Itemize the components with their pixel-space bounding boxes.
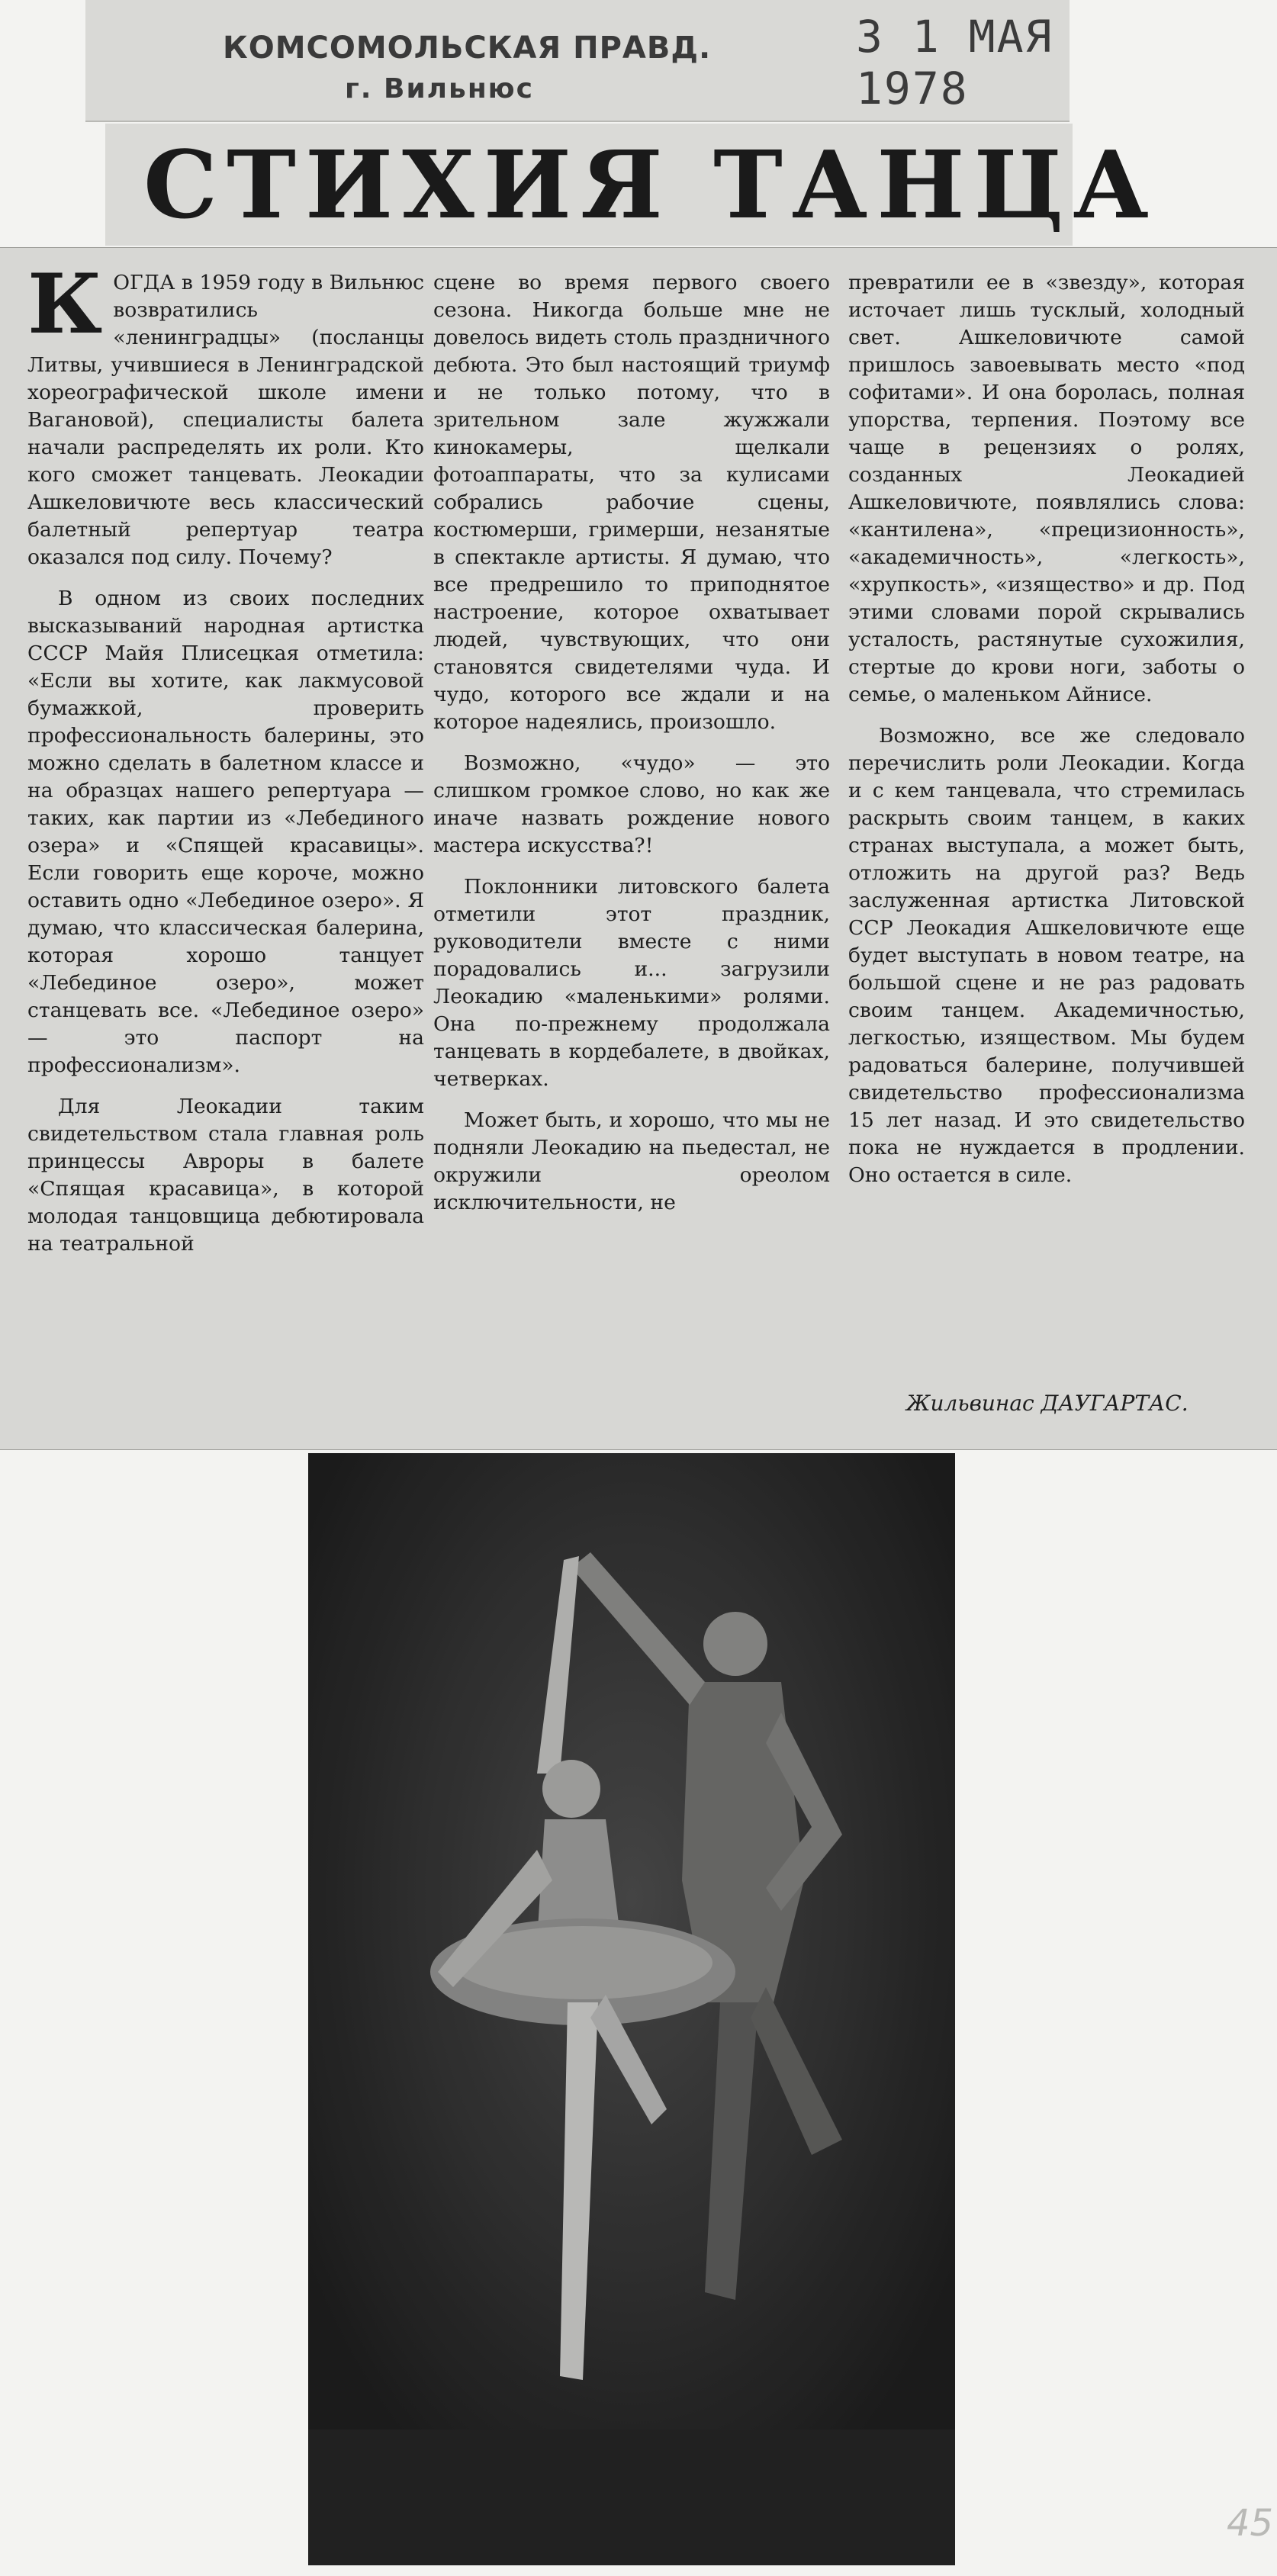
article-column-2 (433, 269, 830, 1217)
newspaper-name: КОМСОМОЛЬСКАЯ ПРАВД. (223, 31, 712, 66)
drop-cap: К (27, 256, 103, 352)
paragraph: Возможно, все же следовало перечислить роли Леокадии. Когда и с кем танцевала, что стремилась раскрыть своим танцем, в каких странах выступала, а может быть, отложить на другой раз? Ведь заслуженная артистка Литовской ССР Леокадия Ашкеловичюте еще будет выступать в новом театре, на большой сцене и не раз радовать своим танцем. Академичностью, легкостью, изяществом. Мы будем радоваться балерине, получившей свидетельство профессионализма 15 лет назад. И это свидетельство пока не нуждается в продлении. Оно остается в силе. (848, 724, 1245, 1187)
ballet-photo (308, 1453, 955, 2565)
paragraph: Поклонники литовского балета отметили этот праздник, руководители вместе с ними порадовались и... загрузили Леокадию «маленькими» ролями. Она по-прежнему продолжала танцевать в кордебалете, в двойках, четверках. (433, 875, 830, 1091)
paragraph: сцене во время первого своего сезона. Никогда больше мне не довелось видеть столь праздничного дебюта. Это был настоящий триумф и не только потому, что в зрительном зале жужжали кинокамеры, щелкали фотоаппараты, что за кулисами собрались рабочие сцены, костюмерши, гримерши, незанятые в спектакле артисты. Я думаю, что все предрешило то приподнятое настроение, которое охватывает людей, чувствующих, что они становятся свидетелями чуда. И чудо, которого все ждали и на которое надеялись, произошло. (433, 271, 830, 734)
paragraph-text: ОГДА в 1959 году в Вильнюс возвратились «ленинградцы» (посланцы Литвы, учившиеся в Ленинградской хореографической школе имени Вагановой), специалисты балета начали распределять их роли. Кто кого сможет танцевать. Леокадии Ашкеловичюте весь классический балетный репертуар театра оказался под силу. Почему? (27, 271, 424, 569)
paragraph: Может быть, и хорошо, что мы не подняли Леокадию на пьедестал, не окружили ореолом исключительности, не (433, 1108, 830, 1214)
masthead-clipping (85, 0, 1070, 122)
article-column-1 (27, 256, 424, 1258)
date-stamp: 3 1 МАЯ 1978 (856, 11, 1053, 114)
paragraph: превратили ее в «звезду», которая источает лишь тусклый, холодный свет. Ашкеловичюте самой пришлось завоевывать место «под софитами». И она боролась, полная упорства, терпения. Поэтому все чаще в рецензиях о ролях, созданных Леокадией Ашкеловичюте, появлялись слова: «кантилена», «прецизионность», «академичность», «легкость», «хрупкость», «изящество» и др. Под этими словами порой скрывались усталость, растянутые сухожилия, стертые до крови ноги, заботы о семье, о маленьком Айнисе. (848, 271, 1245, 706)
author-byline: Жильвинас ДАУГАРТАС. (906, 1391, 1189, 1416)
article-column-3 (848, 269, 1245, 1189)
paragraph: Возможно, «чудо» — это слишком громкое слово, но как же иначе назвать рождение нового мастера искусства?! (433, 751, 830, 857)
paragraph: В одном из своих последних высказываний народная артистка СССР Майя Плисецкая отметила: «Если вы хотите, как лакмусовой бумажкой, проверить профессиональность балерины, это можно сделать в балетном классе и на образцах нашего репертуара — таких, как партии из «Лебединого озера» и «Спящей красавицы». Если говорить еще короче, можно оставить одно «Лебединое озеро». Я думаю, что классическая балерина, которая хорошо танцует «Лебединое озеро», может станцевать все. «Лебединое озеро» — это паспорт на профессионализм». (27, 587, 424, 1077)
newspaper-city: г. Вильнюс (345, 73, 535, 105)
article-headline: СТИХИЯ ТАНЦА (143, 130, 1158, 240)
margin-pencil-note: 45 (1227, 2502, 1274, 2545)
paragraph (27, 256, 424, 571)
dancers-illustration (308, 1453, 955, 2565)
headline-clipping (105, 124, 1158, 246)
paragraph: Для Леокадии таким свидетельством стала главная роль принцессы Авроры в балете «Спящая красавица», в которой молодая танцовщица дебютировала на театральной (27, 1095, 424, 1256)
article-clipping (0, 247, 1277, 1450)
